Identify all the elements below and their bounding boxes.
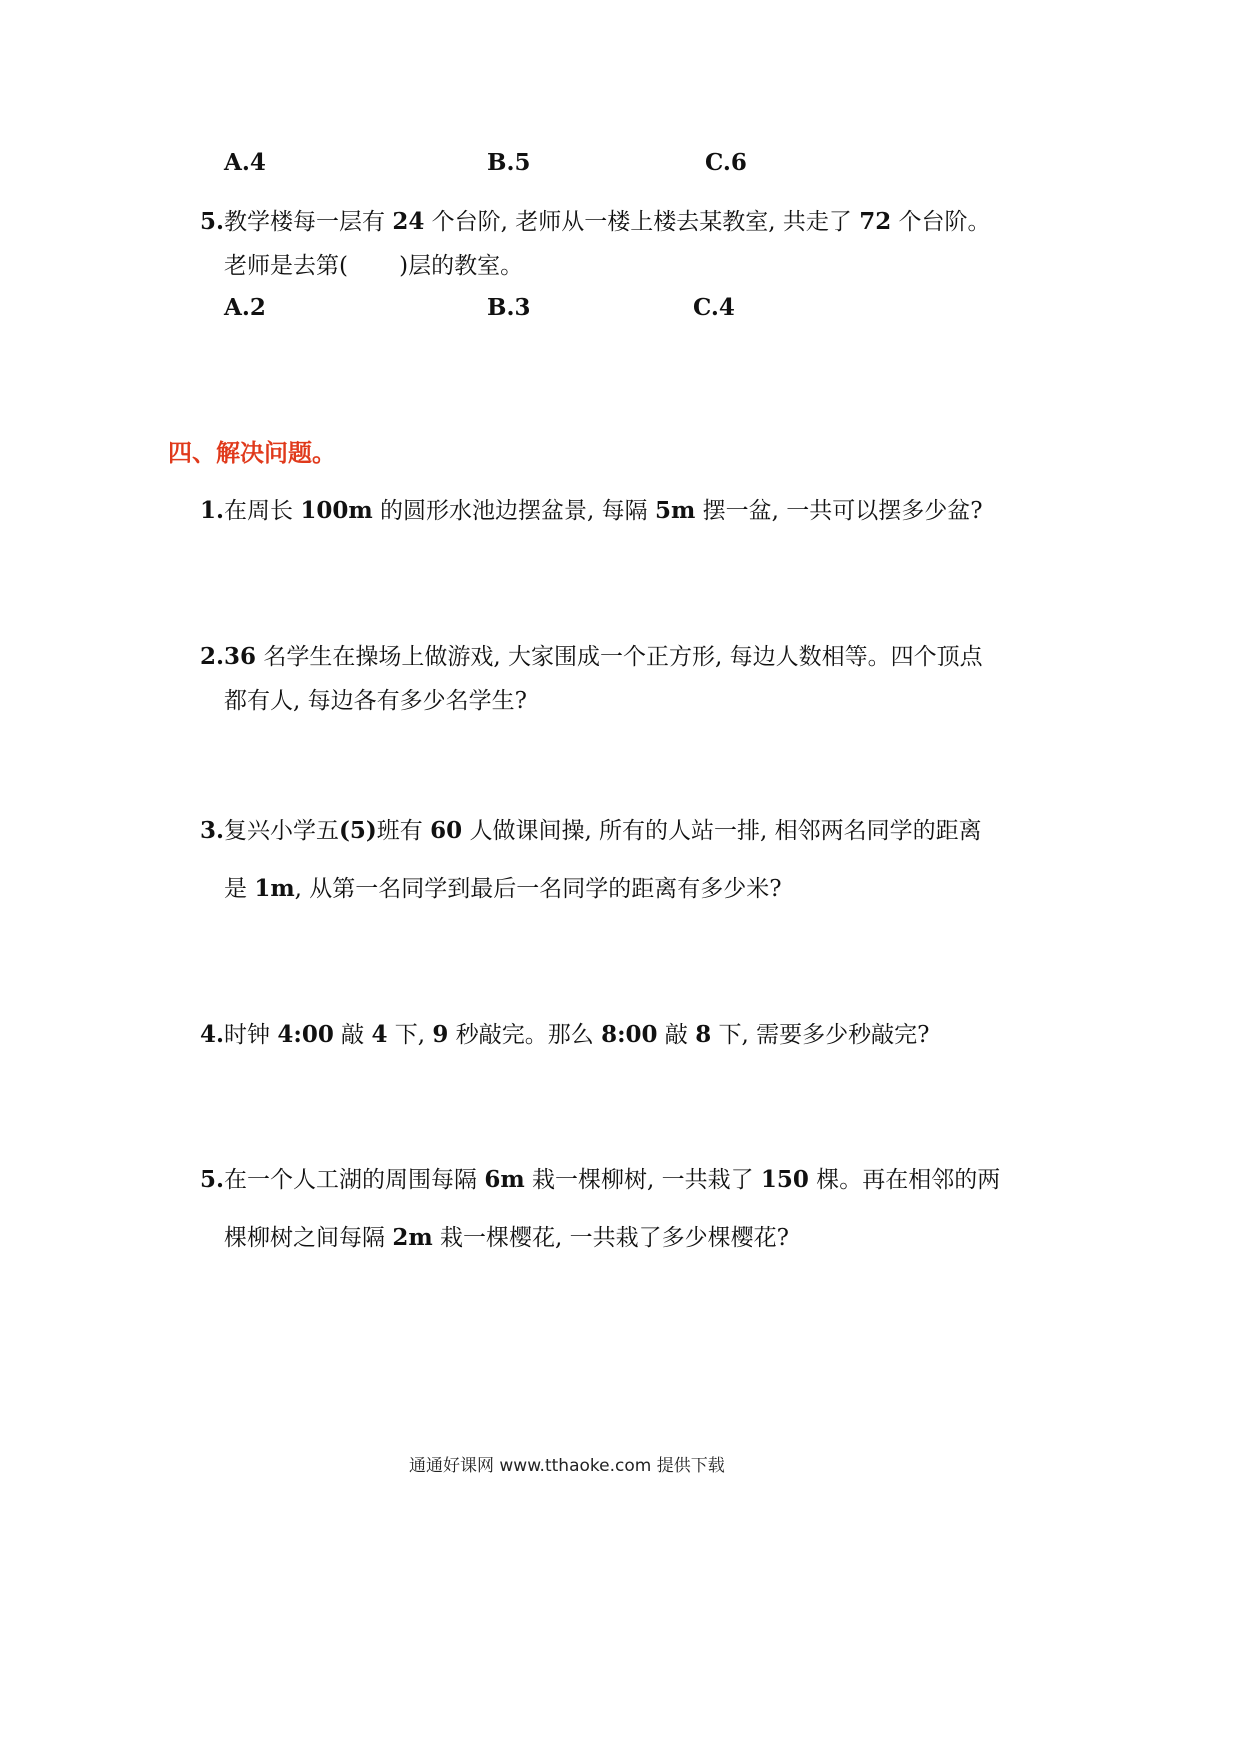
problem-4-value-strikes1: 4 [371,1021,388,1048]
problem-3-value-people: 60 [430,817,463,844]
problem-4-value-strikes2: 8 [695,1021,712,1048]
problem-3-text-e: , 从第一名同学到最后一名同学的距离有多少米? [294,876,782,902]
problem-1-number: 1. [200,497,225,524]
problem-3-value-class: (5) [339,817,377,844]
q5-option-c: C.4 [693,294,735,321]
problem-4-text-c: 下, [394,1022,426,1048]
q5-text-a: 教学楼每一层有 [224,209,386,235]
problem-1-value-perimeter: 100m [300,497,373,524]
problem-2-line1 [200,642,983,672]
problem-5-value-willow-count: 150 [760,1166,809,1193]
problem-5-value-willow-interval: 6m [484,1166,525,1193]
problem-4-text-f: 下, 需要多少秒敲完? [718,1022,930,1048]
problem-5-value-cherry-interval: 2m [392,1224,433,1251]
problem-5-text-b: 栽一棵柳树, 一共栽了 [531,1167,754,1193]
q4-option-c: C.6 [705,149,747,176]
problem-3-text-c: 人做课间操, 所有的人站一排, 相邻两名同学的距离 [469,818,982,844]
problem-5-number: 5. [200,1166,225,1193]
problem-4-text-a: 时钟 [224,1022,271,1048]
problem-4-value-time1: 4:00 [277,1021,334,1048]
q5-text-b: 个台阶, 老师从一楼上楼去某教室, 共走了 [431,209,852,235]
problem-1-text-b: 的圆形水池边摆盆景, 每隔 [380,498,648,524]
problem-3-text-b: 班有 [376,818,423,844]
problem-5-text-d: 棵柳树之间每隔 [224,1225,385,1251]
q5-option-a: A.2 [224,294,266,321]
q5-line2: 老师是去第( )层的教室。 [224,253,524,279]
problem-2-number: 2. [200,643,225,670]
q5-value-72: 72 [859,208,892,235]
problem-5-text-e: 栽一棵樱花, 一共栽了多少棵樱花? [439,1225,789,1251]
problem-3-line1 [200,816,982,846]
q5-value-24: 24 [392,208,425,235]
problem-3-text-d: 是 [224,876,247,902]
problem-4 [200,1020,929,1050]
problem-5-line1 [200,1165,1000,1195]
problem-4-number: 4. [200,1021,225,1048]
problem-1-text-a: 在周长 [224,498,294,524]
problem-2-text-a: 名学生在操场上做游戏, 大家围成一个正方形, 每边人数相等。四个顶点 [263,644,983,670]
section-title-problem-solving: 四、解决问题。 [168,438,336,467]
problem-3-line2 [224,874,782,904]
q4-option-a: A.4 [224,149,266,176]
problem-5-text-c: 棵。再在相邻的两 [816,1167,1001,1193]
problem-2-value-students: 36 [224,643,257,670]
problem-4-value-time2: 8:00 [601,1021,658,1048]
q5-number: 5. [200,208,225,235]
problem-4-text-b: 敲 [341,1022,365,1048]
problem-1-text-c: 摆一盆, 一共可以摆多少盆? [702,498,983,524]
problem-1-value-interval: 5m [654,497,696,524]
problem-2-line2: 都有人, 每边各有多少名学生? [224,688,527,714]
problem-1 [200,496,983,526]
footer-source: 通通好课网 www.tthaoke.com 提供下载 [409,1456,725,1476]
q5-text-c: 个台阶。 [898,209,991,235]
q4-option-b: B.5 [487,149,531,176]
problem-5-line2 [224,1223,789,1253]
problem-4-value-seconds: 9 [432,1021,449,1048]
problem-4-text-e: 敲 [664,1022,688,1048]
problem-5-text-a: 在一个人工湖的周围每隔 [224,1167,478,1193]
problem-3-value-distance: 1m [254,875,295,902]
problem-3-number: 3. [200,817,225,844]
q5-option-b: B.3 [487,294,531,321]
problem-3-text-a: 复兴小学五 [224,818,340,844]
q5-line1 [200,207,991,237]
problem-4-text-d: 秒敲完。那么 [455,1022,594,1048]
